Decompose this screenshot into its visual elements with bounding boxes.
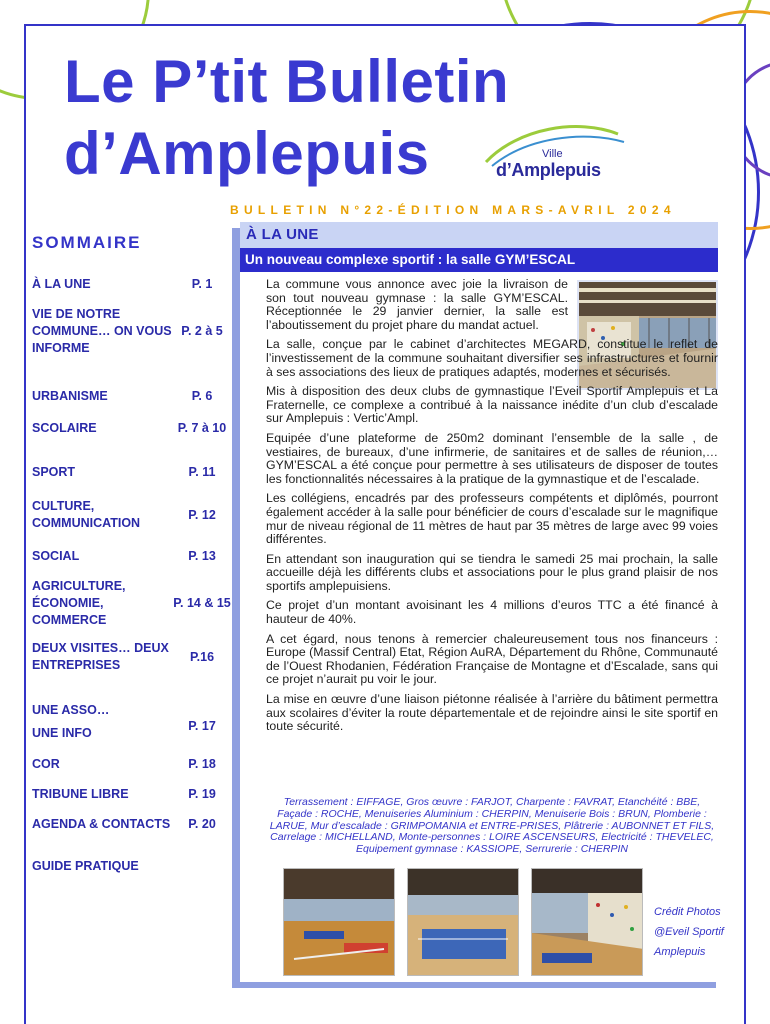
edition-line: BULLETIN N°22-ÉDITION MARS-AVRIL 2024 (230, 203, 676, 217)
toc-page: P. 7 à 10 (177, 421, 227, 435)
toc-label: SCOLAIRE (32, 421, 97, 435)
toc-item[interactable] (32, 548, 232, 565)
article-paragraph: En attendant son inauguration qui se tiendra le samedi 25 mai prochain, la salle accueille déjà les différents clubs et associations pour le plus grand plaisir de nos sportifs amplepuisiens. (266, 551, 718, 593)
toc-page: P. 6 (191, 389, 213, 403)
article-headline: Un nouveau complexe sportif : la salle GYM’ESCAL (240, 248, 718, 272)
toc-label: GUIDE PRATIQUE (32, 859, 139, 873)
toc-label: UNE ASSO… (32, 703, 110, 717)
article-paragraph: La mise en œuvre d’une liaison piétonne réalisée à l’arrière du bâtiment permettra aux scolaires d’éviter la route départementale et de rejoindre ainsi le site sportif en toute sécurité. (266, 692, 718, 734)
gym-photo-1 (283, 868, 395, 976)
toc-label: CULTURE, COMMUNICATION (32, 499, 141, 530)
article-paragraph: A cet égard, nous tenons à remercier chaleureusement tous nos financeurs : Europe (Massif Central) Etat, Région AuRA, Département du Rhône, Communauté de l’Ouest Rhodanien, Fédération Française de Montagne et d’Escalade, sans qui ce projet n’aurait pu voir le jour. (266, 631, 718, 687)
gym-photo-3 (531, 868, 643, 976)
toc-item[interactable] (32, 858, 232, 875)
toc-page: P. 14 & 15 (173, 596, 231, 610)
toc-page: P. 20 (188, 817, 216, 831)
title-line-2: d’Amplepuis (64, 120, 430, 187)
toc-page: P. 17 (188, 718, 216, 733)
photo-credit-line: Amplepuis (654, 946, 706, 958)
gym-photo-2 (407, 868, 519, 976)
photo-credit (654, 902, 734, 962)
toc-item[interactable] (32, 714, 232, 738)
toc-label: URBANISME (32, 389, 108, 403)
toc-item[interactable] (32, 388, 232, 405)
article-paragraph: Mis à disposition des deux clubs de gymnastique l’Eveil Sportif Amplepuis et La Fraternelle, ce complexe a contribué à la naissance inédite d’un club d’escalade sur Amplepuis : Vertic’Ampl. (266, 384, 718, 426)
climbing-wall-image (532, 869, 643, 976)
toc-page: P. 11 (188, 465, 216, 479)
front-article (240, 222, 724, 982)
toc-page: P.16 (189, 649, 215, 664)
toc-item[interactable] (32, 578, 232, 629)
toc-item[interactable] (32, 464, 232, 481)
gymnastics-floor-image (408, 869, 519, 976)
article-paragraph: Ce projet d’un montant avoisinant les 4 millions d’euros TTC a été financé à hauteur de 40%. (266, 598, 718, 627)
logo-ville-label: Ville (542, 148, 563, 160)
toc-item[interactable] (32, 306, 232, 357)
article-paragraph: La commune vous annonce avec joie la livraison de son tout nouveau gymnase : la salle GYM’ESCAL. Réceptionnée le 29 janvier dernier, la salle est l’aboutissement du projet phare du mandat actuel. (266, 277, 568, 332)
gymnastics-hall-image (284, 869, 395, 976)
sommaire-title: SOMMAIRE (32, 233, 142, 252)
title-line-1: Le P’tit Bulletin (64, 48, 510, 115)
toc-item[interactable] (32, 640, 232, 674)
toc-item[interactable] (32, 276, 232, 293)
toc-item[interactable] (32, 786, 232, 803)
article-paragraph: La salle, conçue par le cabinet d’architectes MEGARD, constitue le reflet de l’investissement de la commune souhaitant diversifier ses infrastructures et fournir à ses associations des lieux de pratiques adaptés, modernes et sécurisés. (266, 337, 718, 379)
photo-credit-line: @Eveil Sportif (654, 926, 724, 938)
toc-item[interactable] (32, 756, 232, 773)
toc-item[interactable] (32, 816, 232, 833)
article-paragraph: Les collégiens, encadrés par des professeurs compétents et diplômés, pourront également accéder à la salle pour bénéficier de cours d’escalade sur le magnifique mur de niveau régional de 11 mètres de haut par 35 mètres de large avec 99 voies différentes. (266, 491, 718, 547)
toc-label: UNE INFO (32, 725, 92, 740)
toc-label: AGENDA & CONTACTS (32, 817, 171, 831)
town-logo (478, 118, 628, 188)
toc-page: P. 18 (188, 757, 216, 771)
toc-label: À LA UNE (32, 277, 91, 291)
toc-label: VIE DE NOTRE COMMUNE… ON VOUS INFORME (32, 307, 172, 355)
toc-page: P. 12 (188, 507, 216, 522)
toc-page: P. 19 (188, 787, 216, 801)
toc-label: TRIBUNE LIBRE (32, 787, 129, 801)
toc-page: P. 13 (188, 549, 216, 563)
contractor-credits: Terrassement : EIFFAGE, Gros œuvre : FARJOT, Charpente : FAVRAT, Etanchéité : BBE, Façade : ROCHE, Menuiseries Aluminium : CHERPIN, Menuiserie Bois : BRUN, Plomberie : LARUE, Mur d’escalade : GRIMPOMANIA et ENTRE-PRISES, Plâtrerie : AUBONNET ET FILS, Carrelage : MICHELLAND, Monte-personnes : LOIRE ASCENSEURS, Electricité : THEVELEC, Equipement gymnase : KASSIOPE, Serrurerie : CHERPIN (269, 796, 715, 856)
logo-town-name: d’Amplepuis (496, 160, 601, 180)
toc-item[interactable] (32, 420, 232, 437)
photo-credit-line: Crédit Photos (654, 906, 721, 918)
toc-label: DEUX VISITES… DEUX ENTREPRISES (32, 641, 169, 672)
toc-label: AGRICULTURE, ÉCONOMIE, COMMERCE (32, 579, 126, 627)
toc-label: COR (32, 757, 60, 771)
toc-page: P. 1 (191, 277, 213, 291)
article-body (266, 278, 718, 740)
toc-item[interactable] (32, 498, 232, 532)
toc-page: P. 2 à 5 (181, 324, 223, 338)
toc-label: SPORT (32, 465, 76, 479)
toc-label: SOCIAL (32, 549, 80, 563)
article-paragraph: Equipée d’une plateforme de 250m2 dominant l’ensemble de la salle , de vestiaires, de bureaux, d’une infirmerie, de sanitaires et de salles de réunion,… GYM’ESCAL a été conçue pour permettre à ses utilisateurs de disposer de toutes les fonctionnalités nécessaires à la pratique de la gymnastique et de l’escalade. (266, 430, 718, 486)
section-header: À LA UNE (240, 222, 718, 248)
